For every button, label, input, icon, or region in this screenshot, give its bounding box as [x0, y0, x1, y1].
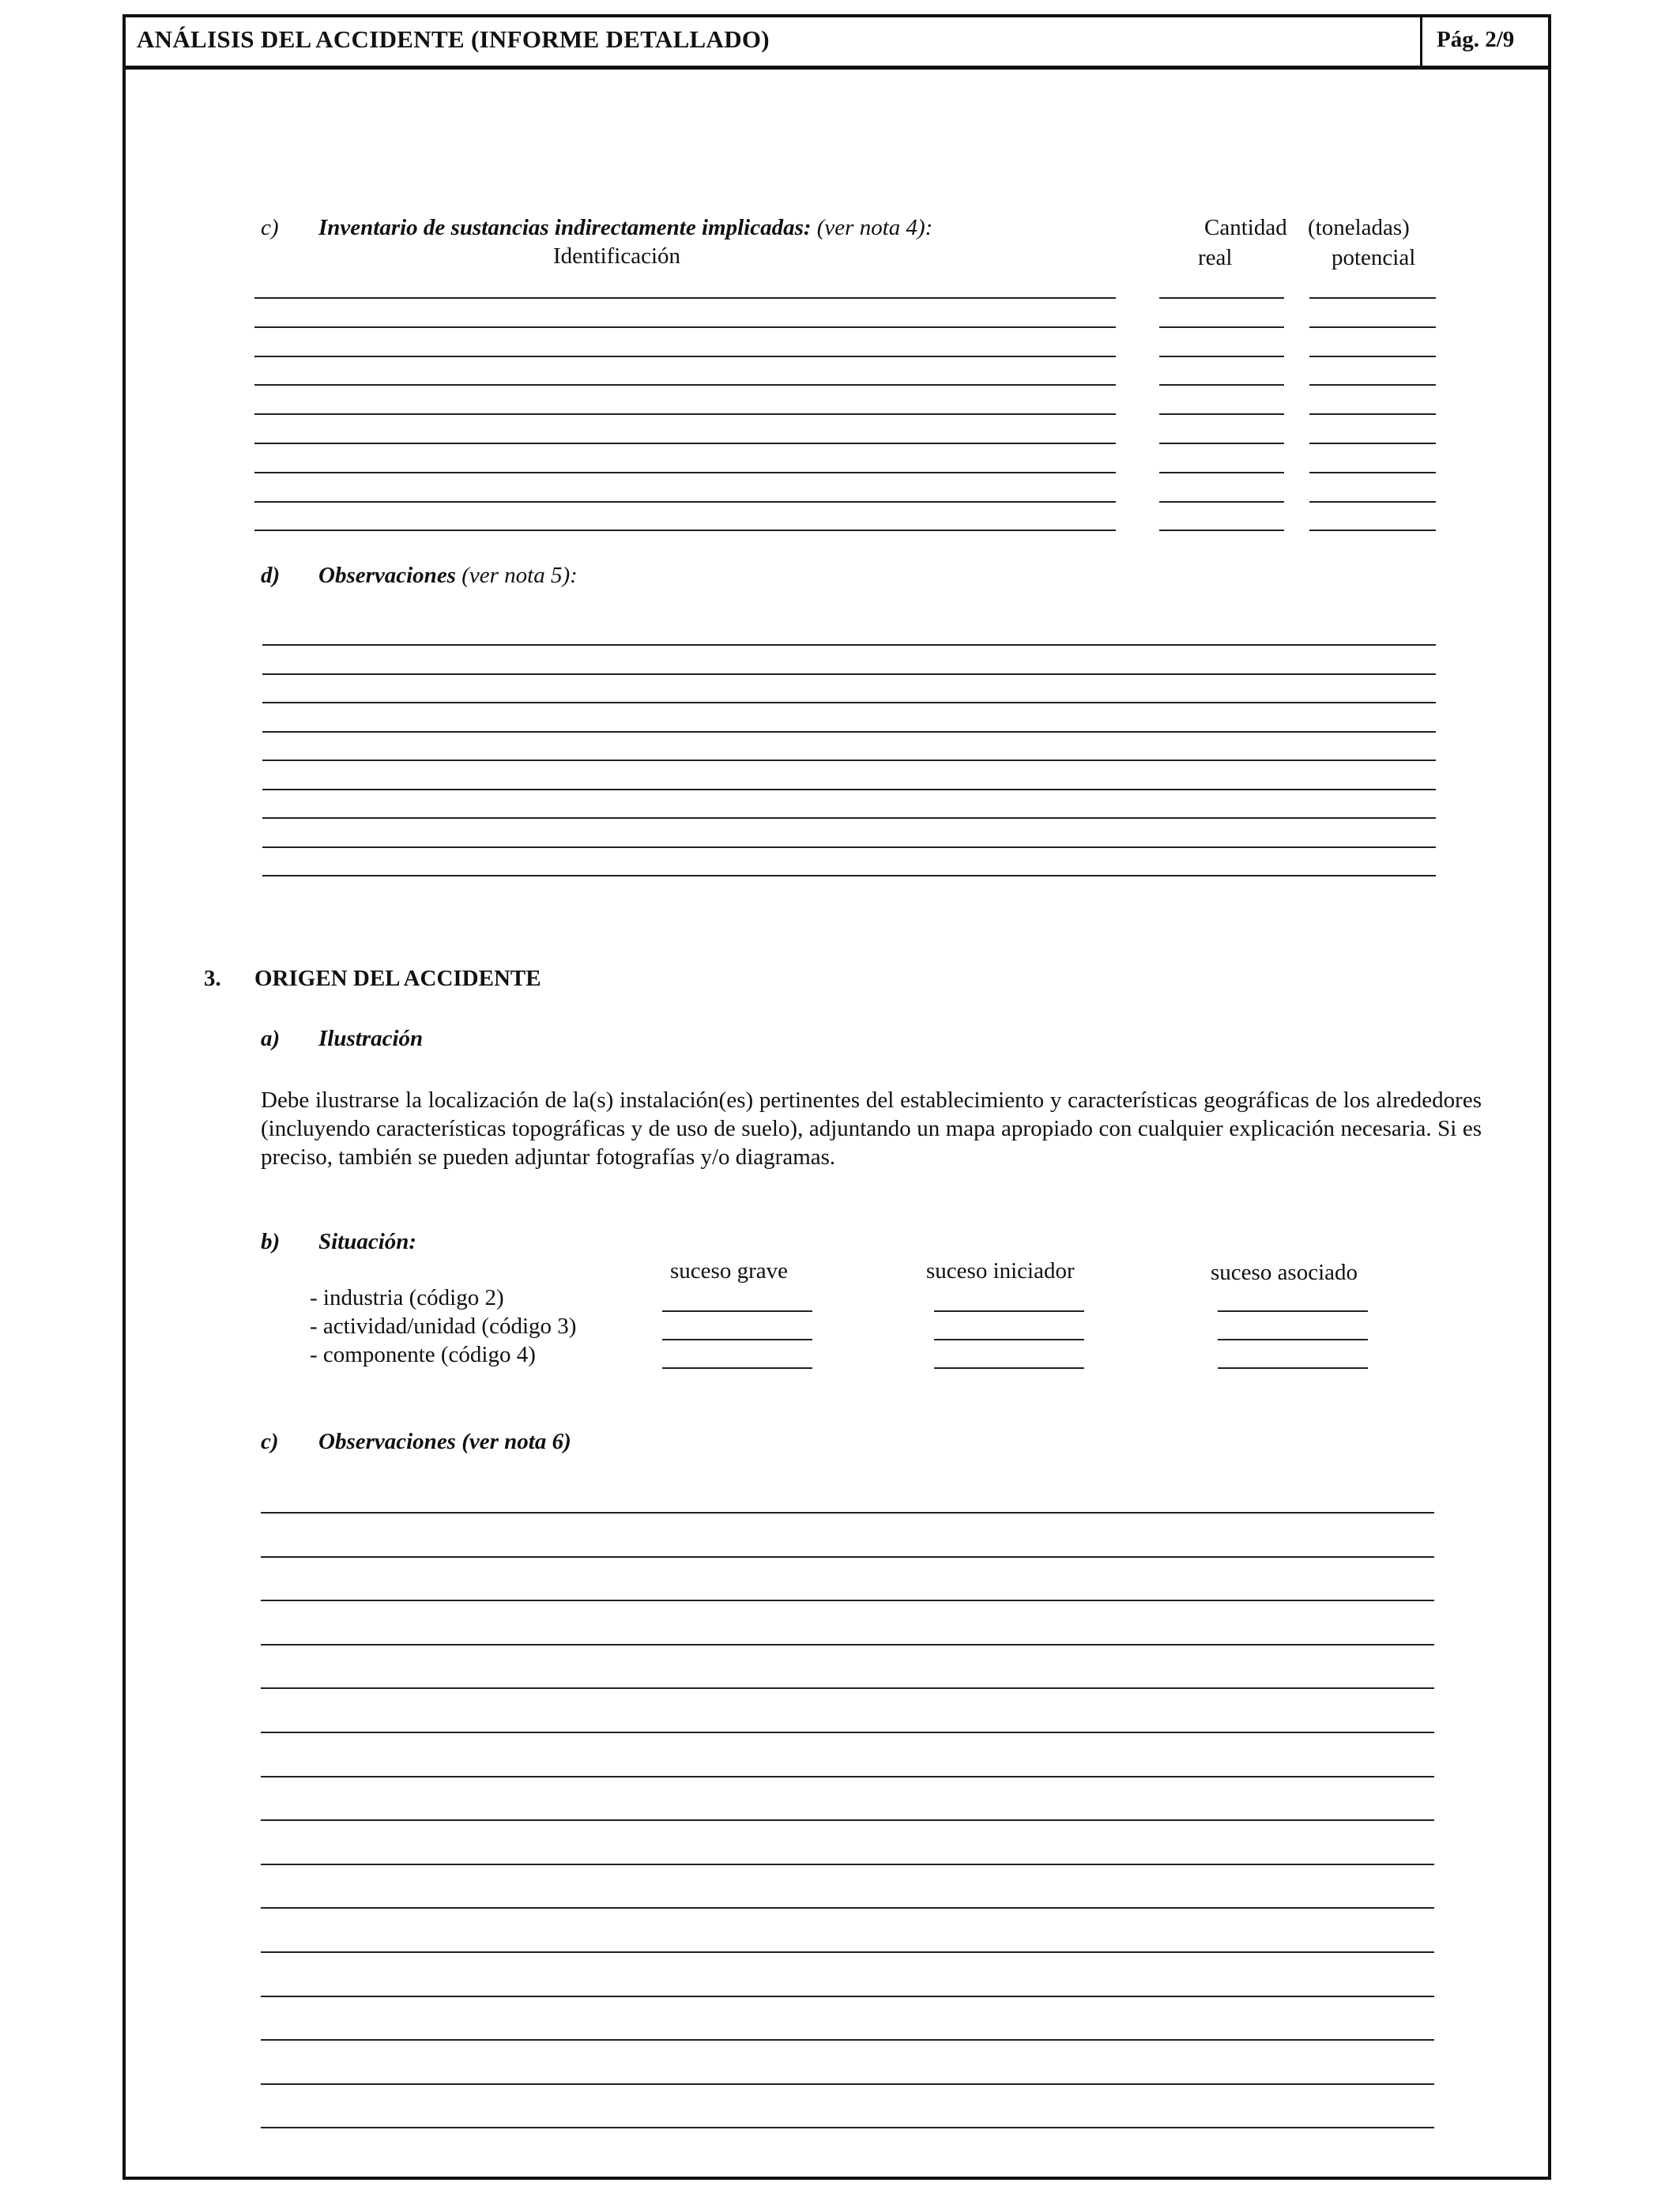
potential-quantity-line[interactable] [1309, 530, 1436, 531]
observation-line[interactable] [262, 644, 1436, 646]
section-2c-letter: c) [261, 215, 279, 240]
observation-line[interactable] [261, 1819, 1434, 1821]
identification-column-header: Identificación [553, 243, 681, 269]
real-quantity-line[interactable] [1159, 297, 1284, 299]
situation-blank-line[interactable] [1218, 1310, 1368, 1312]
section-2c-title: Inventario de sustancias indirectamente implicadas: [318, 215, 812, 240]
column-initiating-event: suceso iniciador [926, 1258, 1075, 1284]
situation-blank-line[interactable] [662, 1367, 812, 1369]
observation-line[interactable] [261, 1732, 1434, 1733]
form-header [122, 14, 1551, 68]
observation-line[interactable] [262, 817, 1436, 819]
situation-blank-line[interactable] [934, 1310, 1084, 1312]
section-2d-letter: d) [261, 563, 281, 588]
page-number: Pág. 2/9 [1437, 27, 1515, 52]
potential-quantity-line[interactable] [1309, 326, 1436, 328]
potential-quantity-line[interactable] [1309, 413, 1436, 415]
section-2c-heading [318, 215, 932, 241]
real-quantity-line[interactable] [1159, 501, 1284, 503]
potential-quantity-line[interactable] [1309, 356, 1436, 357]
situation-blank-line[interactable] [1218, 1367, 1368, 1369]
potential-quantity-line[interactable] [1309, 443, 1436, 444]
section-3a-title: Ilustración [318, 1026, 424, 1051]
row-activity-unit: - actividad/unidad (código 3) [310, 1314, 577, 1339]
observation-line[interactable] [261, 1864, 1434, 1865]
section-3b-title: Situación: [318, 1229, 417, 1254]
observation-line[interactable] [262, 875, 1436, 876]
section-3c-title: Observaciones (ver nota 6) [318, 1429, 571, 1454]
potential-column-header: potencial [1332, 245, 1416, 270]
real-quantity-line[interactable] [1159, 413, 1284, 415]
potential-quantity-line[interactable] [1309, 501, 1436, 503]
observation-line[interactable] [262, 760, 1436, 761]
header-divider [122, 68, 1551, 73]
observation-line[interactable] [262, 702, 1436, 703]
observation-line[interactable] [261, 1951, 1434, 1953]
real-quantity-line[interactable] [1159, 443, 1284, 444]
observation-line[interactable] [261, 2127, 1434, 2128]
section-2d-heading [318, 563, 578, 589]
identification-line[interactable] [254, 297, 1116, 299]
observation-line[interactable] [262, 673, 1436, 675]
section-2d-title: Observaciones [318, 563, 456, 588]
identification-line[interactable] [254, 472, 1116, 473]
real-column-header: real [1198, 245, 1233, 270]
form-title: ANÁLISIS DEL ACCIDENTE (INFORME DETALLADO) [137, 25, 770, 53]
observation-line[interactable] [261, 1776, 1434, 1777]
observation-line[interactable] [262, 789, 1436, 790]
identification-line[interactable] [254, 413, 1116, 415]
potential-quantity-line[interactable] [1309, 472, 1436, 473]
observation-line[interactable] [262, 846, 1436, 848]
section-2c-note: (ver nota 4): [816, 215, 933, 240]
observation-line[interactable] [261, 1996, 1434, 1997]
real-quantity-line[interactable] [1159, 384, 1284, 386]
observation-line[interactable] [261, 1644, 1434, 1646]
identification-line[interactable] [254, 326, 1116, 328]
identification-line[interactable] [254, 530, 1116, 531]
page-number-box [1420, 14, 1551, 66]
situation-blank-line[interactable] [1218, 1339, 1368, 1340]
observation-line[interactable] [261, 1907, 1434, 1909]
column-serious-event: suceso grave [670, 1258, 788, 1284]
row-component: - componente (código 4) [310, 1342, 536, 1367]
observation-line[interactable] [261, 1600, 1434, 1601]
identification-line[interactable] [254, 384, 1116, 386]
potential-quantity-line[interactable] [1309, 297, 1436, 299]
observation-line[interactable] [261, 2039, 1434, 2041]
illustration-instructions: Debe ilustrarse la localización de la(s) instalación(es) pertinentes del establecimiento y características geográficas de los alrededores (incluyendo características topográficas y de uso de suelo), adjuntando un mapa apropiado con cualquier explicación necesaria. Si es preciso, también se pueden adjuntar fotografías y/o diagramas. [261, 1088, 1482, 1170]
observation-line[interactable] [261, 1687, 1434, 1689]
situation-blank-line[interactable] [934, 1367, 1084, 1369]
section-3b-letter: b) [261, 1229, 281, 1254]
observation-line[interactable] [261, 1556, 1434, 1558]
observation-line[interactable] [262, 731, 1436, 733]
real-quantity-line[interactable] [1159, 326, 1284, 328]
section-3c-letter: c) [261, 1429, 279, 1454]
identification-line[interactable] [254, 501, 1116, 503]
situation-blank-line[interactable] [662, 1339, 812, 1340]
real-quantity-line[interactable] [1159, 356, 1284, 357]
section-3-number: 3. [204, 966, 221, 991]
observation-line[interactable] [261, 1512, 1434, 1514]
section-3a-letter: a) [261, 1026, 281, 1051]
row-industry: - industria (código 2) [310, 1285, 504, 1310]
quantity-column-header: Cantidad [1204, 215, 1287, 240]
identification-line[interactable] [254, 356, 1116, 357]
identification-line[interactable] [254, 443, 1116, 444]
situation-blank-line[interactable] [662, 1310, 812, 1312]
observation-line[interactable] [261, 2083, 1434, 2085]
section-2d-note: (ver nota 5): [461, 563, 578, 588]
real-quantity-line[interactable] [1159, 472, 1284, 473]
potential-quantity-line[interactable] [1309, 384, 1436, 386]
section-3-title: ORIGEN DEL ACCIDENTE [254, 966, 541, 991]
situation-blank-line[interactable] [934, 1339, 1084, 1340]
column-associated-event: suceso asociado [1211, 1260, 1358, 1285]
real-quantity-line[interactable] [1159, 530, 1284, 531]
unit-column-header: (toneladas) [1308, 215, 1410, 240]
